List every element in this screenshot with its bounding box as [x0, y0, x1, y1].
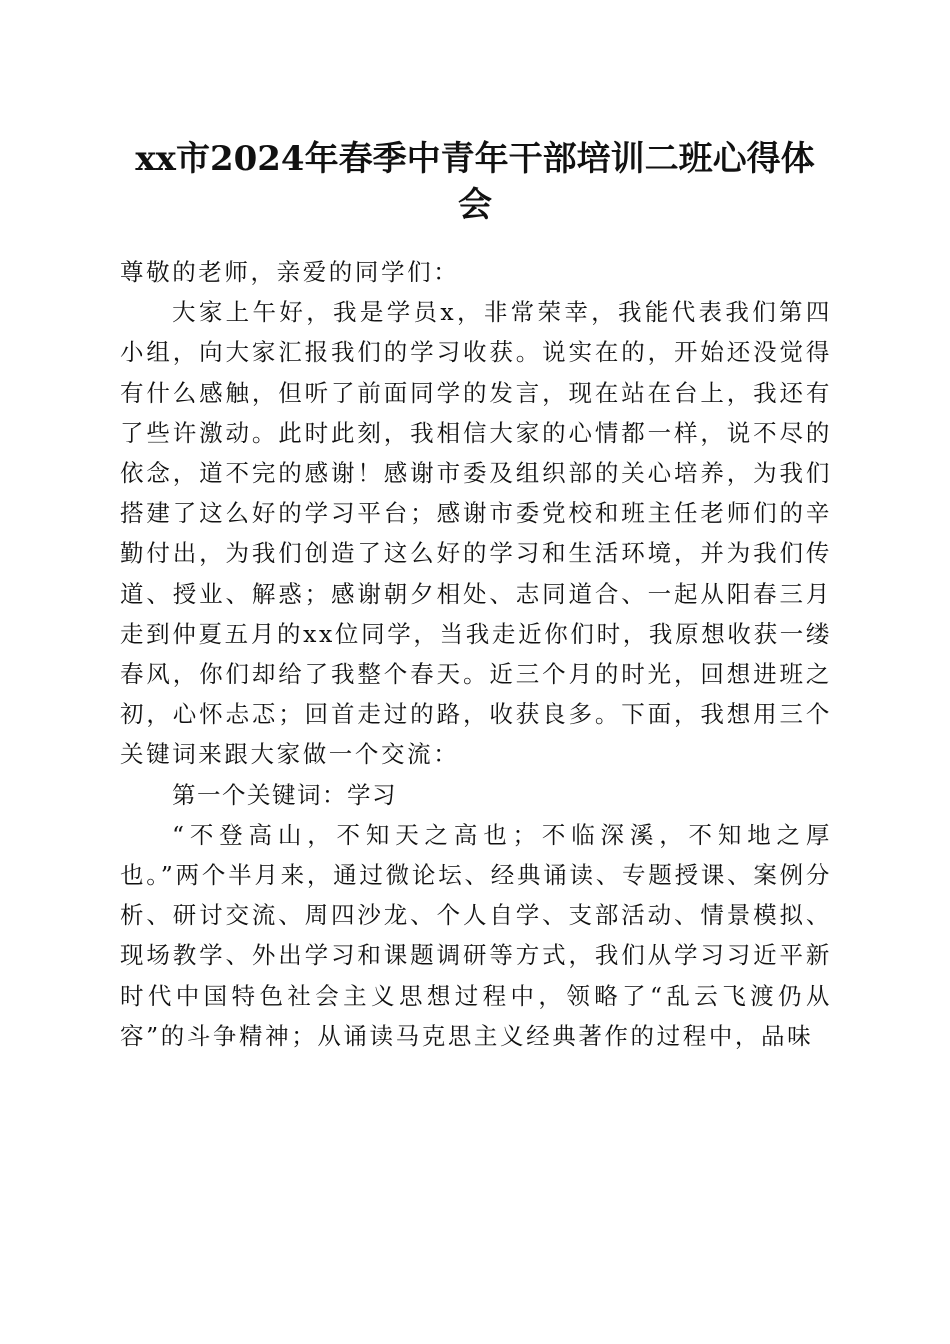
- paragraph: 大家上午好，我是学员x，非常荣幸，我能代表我们第四小组，向大家汇报我们的学习收获。说实在的，开始还没觉得有什么感触，但听了前面同学的发言，现在站在台上，我还有了些许激动。此时此刻，我相信大家的心情都一样，说不尽的依念，道不完的感谢！感谢市委及组织部的关心培养，为我们搭建了这么好的学习平台；感谢市委党校和班主任老师们的辛勤付出，为我们创造了这么好的学习和生活环境，并为我们传道、授业、解惑；感谢朝夕相处、志同道合、一起从阳春三月走到仲夏五月的xx位同学，当我走近你们时，我原想收获一缕春风，你们却给了我整个春天。近三个月的时光，回想进班之初，心怀忐忑；回首走过的路，收获良多。下面，我想用三个关键词来跟大家做一个交流：: [120, 298, 832, 769]
- document-title: xx市2024年春季中青年干部培训二班心得体会: [135, 139, 815, 225]
- document-body: [120, 252, 832, 1056]
- section-paragraph: “不登高山，不知天之高也；不临深溪，不知地之厚也。”两个半月来，通过微论坛、经典诵读、专题授课、案例分析、研讨交流、周四沙龙、个人自学、支部活动、情景模拟、现场教学、外出学习和课题调研等方式，我们从学习习近平新时代中国特色社会主义思想过程中，领略了“乱云飞渡仍从容”的斗争精神；从诵读马克思主义经典著作的过程中，品味: [120, 820, 832, 1050]
- salutation: 尊敬的老师，亲爱的同学们：: [120, 258, 460, 286]
- section-heading: 第一个关键词：学习: [172, 780, 397, 809]
